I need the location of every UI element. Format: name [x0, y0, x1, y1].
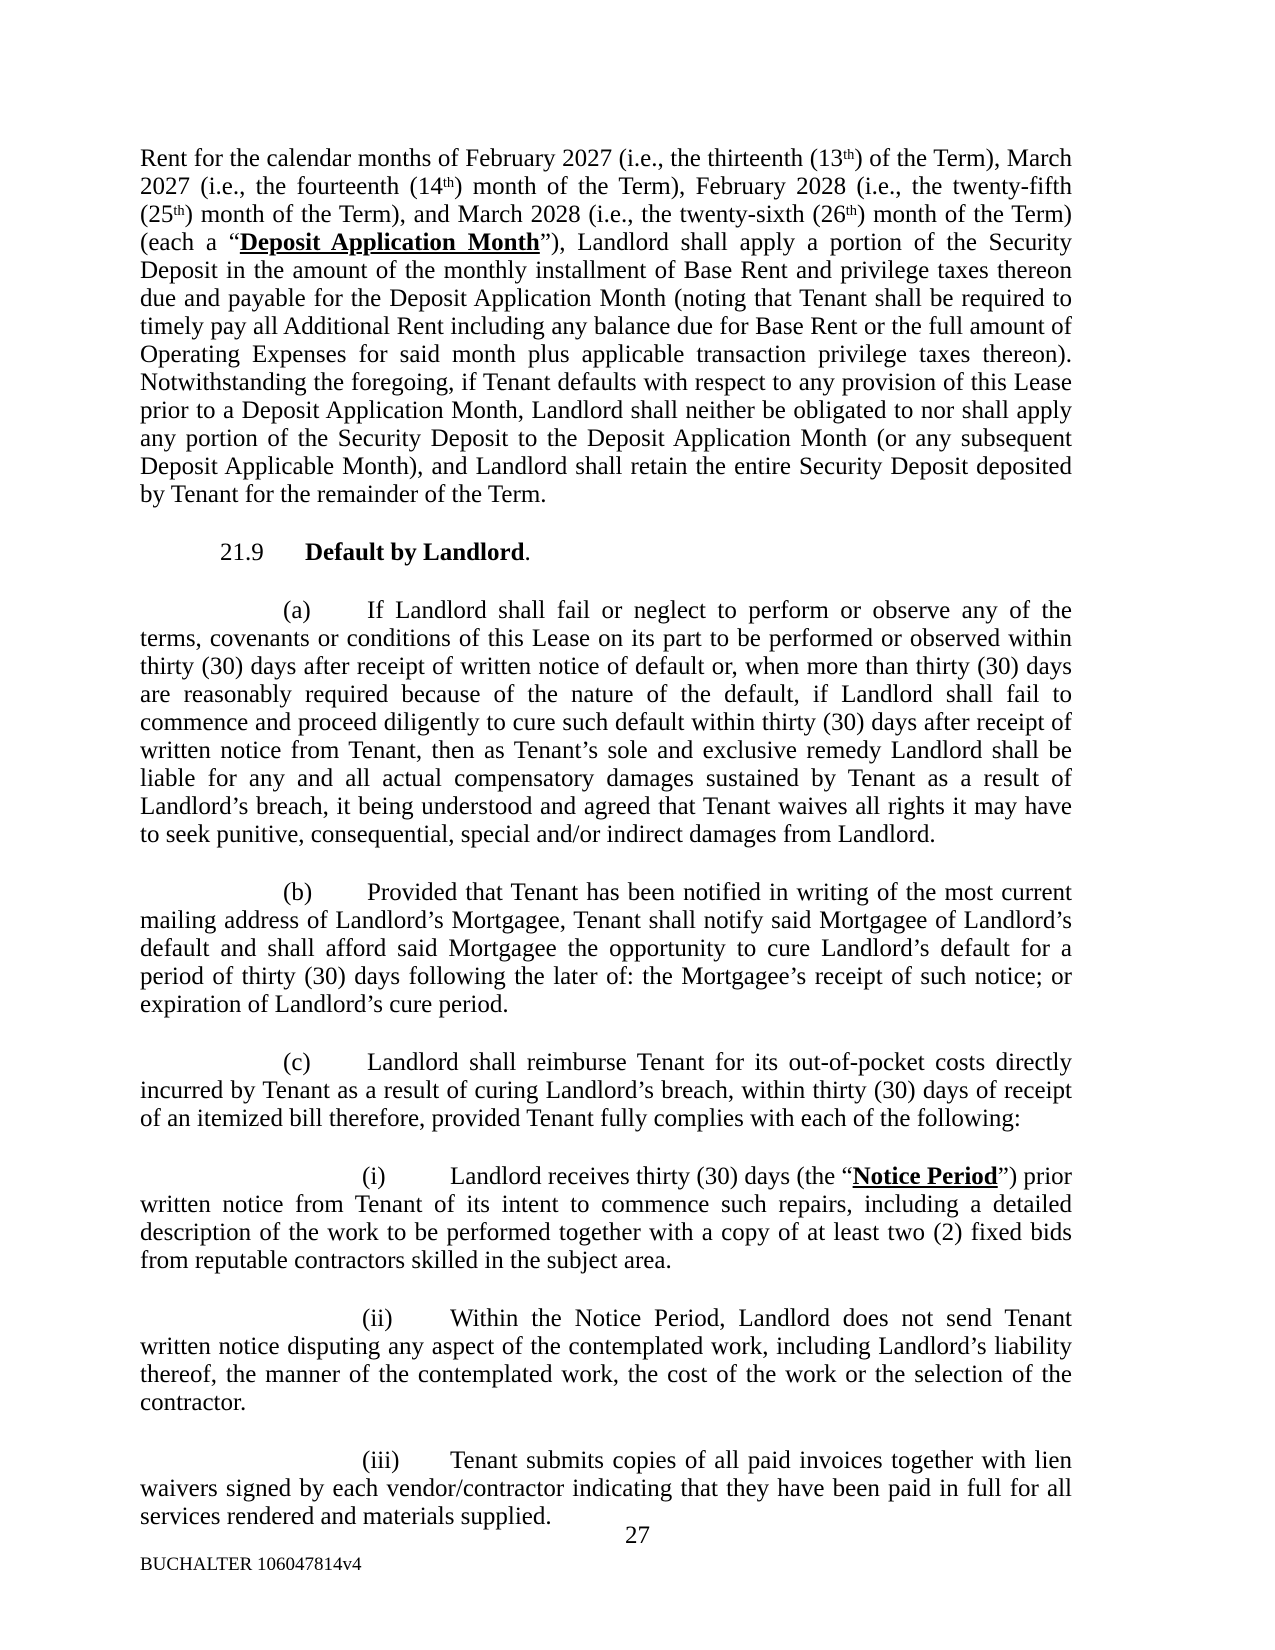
subsection-b [140, 879, 1072, 1019]
clause-iii [140, 1447, 1072, 1531]
text-run: Landlord receives thirty (30) days (the “ [450, 1163, 853, 1190]
text-run: ”), Landlord shall apply a portion of the Security Deposit in the amount of the monthly installment of Base Rent and privilege taxes thereon due and payable for the Deposit Application Month (noting that Tenant shall be required to timely pay all Additional Rent including any balance due for Base Rent or the full amount of Operating Expenses for said month plus applicable transaction privilege taxes thereon). Notwithstanding the foregoing, if Tenant defaults with respect to any provision of this Lease prior to a Deposit Application Month, Landlord shall neither be obligated to nor shall apply any portion of the Security Deposit to the Deposit Application Month (or any subsequent Deposit Applicable Month), and Landlord shall retain the entire Security Deposit deposited by Tenant for the remainder of the Term. [140, 229, 1072, 508]
text-run: . [524, 539, 531, 566]
paragraph-label: (i) [362, 1163, 386, 1190]
paragraph-label: 21.9 [220, 539, 264, 566]
text-run: th [442, 175, 455, 192]
text-run: Default by Landlord [305, 539, 525, 566]
footer-doc-id: BUCHALTER 106047814v4 [140, 1554, 362, 1575]
paragraph-label: (b) [283, 879, 313, 906]
text-run: ”) prior written notice from Tenant of its intent to commence such repairs, including a detailed description of the work to be performed together with a copy of at least two (2) fixed bids from reputable contractors skilled in the subject area. [140, 1163, 1072, 1274]
text-run: ) month of the Term) (each a “ [140, 201, 1072, 256]
text-run: Landlord shall reimburse Tenant for its out-of-pocket costs directly incurred by Tenant as a result of curing Landlord’s breach, within thirty (30) days of receipt of an itemized bill therefore, provided Tenant fully complies with each of the following: [140, 1049, 1072, 1132]
paragraph-label: (iii) [362, 1447, 400, 1474]
paragraph-label: (c) [283, 1049, 311, 1076]
text-run: Deposit Application Month [239, 229, 540, 256]
section-heading-21-9 [140, 539, 1072, 567]
text-run: Provided that Tenant has been notified in writing of the most current mailing address of Landlord’s Mortgagee, Tenant shall notify said Mortgagee of Landlord’s default and shall afford said Mortgagee the opportunity to cure Landlord’s default for a period of thirty (30) days following the later of: the Mortgagee’s receipt of such notice; or expiration of Landlord’s cure period. [140, 879, 1072, 1018]
text-run: Rent for the calendar months of February 2027 (i.e., the thirteenth (13 [140, 145, 844, 172]
text-run: Notice Period [852, 1163, 998, 1190]
page-number: 27 [625, 1522, 650, 1549]
opening-paragraph [140, 145, 1072, 509]
text-run: Tenant submits copies of all paid invoices together with lien waivers signed by each vendor/contractor indicating that they have been paid in full for all services rendered and materials supplied. [140, 1447, 1072, 1530]
document-body [140, 145, 1072, 1531]
subsection-c [140, 1049, 1072, 1133]
text-run: ) of the Term), March 2027 (i.e., the fourteenth (14 [140, 145, 1072, 200]
text-run: th [845, 203, 857, 220]
text-run: ) month of the Term), and March 2028 (i.e., the twenty-sixth (26 [184, 201, 846, 228]
paragraph-label: (a) [283, 597, 311, 624]
subsection-a [140, 597, 1072, 849]
text-run: th [173, 203, 185, 220]
paragraph-label: (ii) [362, 1305, 393, 1332]
text-run: If Landlord shall fail or neglect to perform or observe any of the terms, covenants or conditions of this Lease on its part to be performed or observed within thirty (30) days after receipt of written notice of default or, when more than thirty (30) days are reasonably required because of the nature of the default, if Landlord shall fail to commence and proceed diligently to cure such default within thirty (30) days after receipt of written notice from Tenant, then as Tenant’s sole and exclusive remedy Landlord shall be liable for any and all actual compensatory damages sustained by Tenant as a result of Landlord’s breach, it being understood and agreed that Tenant waives all rights it may have to seek punitive, consequential, special and/or indirect damages from Landlord. [140, 597, 1072, 848]
clause-ii [140, 1305, 1072, 1417]
text-run: th [843, 147, 855, 164]
clause-i [140, 1163, 1072, 1275]
text-run: ) month of the Term), February 2028 (i.e., the twenty-fifth (25 [140, 173, 1073, 228]
text-run: Within the Notice Period, Landlord does not send Tenant written notice disputing any aspect of the contemplated work, including Landlord’s liability thereof, the manner of the contemplated work, the cost of the work or the selection of the contractor. [140, 1305, 1072, 1416]
